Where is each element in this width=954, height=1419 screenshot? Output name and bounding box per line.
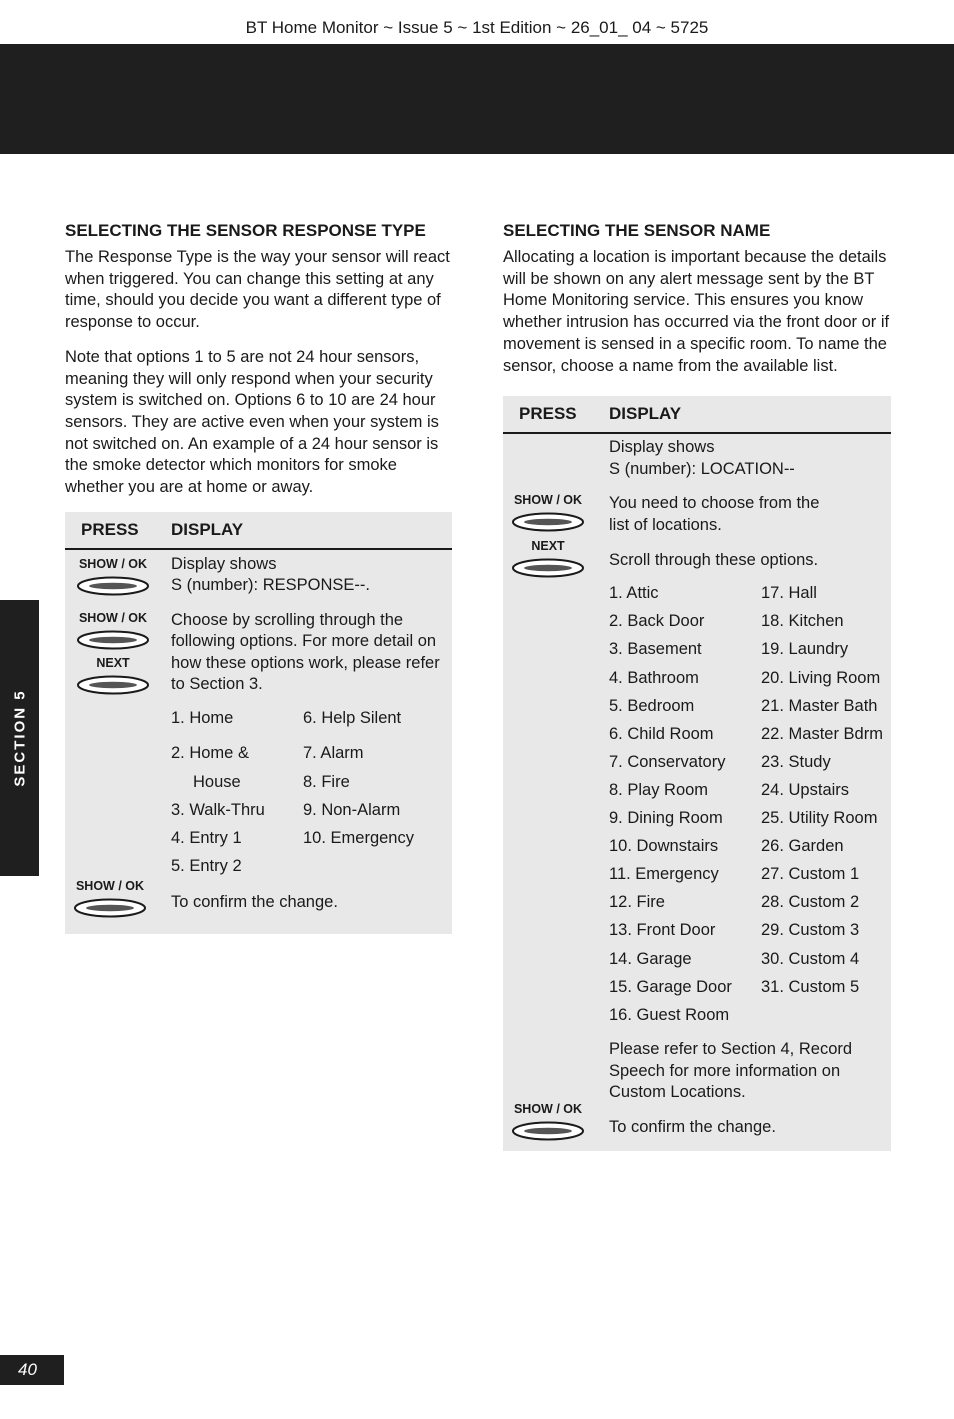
display-text: Choose by scrolling through the following options. For more detail on how these options work, please refer to Section 3. xyxy=(171,610,440,694)
location-option: 15. Garage Door xyxy=(609,977,732,996)
option-item: 9. Non-Alarm xyxy=(303,800,401,819)
location-option: 27. Custom 1 xyxy=(761,865,860,884)
option-item: 5. Entry 2 xyxy=(171,856,242,875)
location-option: 14. Garage xyxy=(609,949,692,968)
confirm-text: To confirm the change. xyxy=(171,892,338,911)
note-text: Please refer to Section 4, Record Speech for more information on Custom Locations. xyxy=(609,1040,853,1102)
next-button xyxy=(503,539,593,578)
location-option: 24. Upstairs xyxy=(761,780,850,799)
location-option: 3. Basement xyxy=(609,640,702,659)
button-label: SHOW / OK xyxy=(78,556,148,571)
press-display-table xyxy=(65,512,452,934)
section-heading: SELECTING THE SENSOR NAME xyxy=(503,221,771,240)
display-line: You need to choose from the xyxy=(609,494,820,513)
location-option: 30. Custom 4 xyxy=(761,949,860,968)
show-ok-button xyxy=(68,557,158,596)
location-option: 31. Custom 5 xyxy=(761,977,860,996)
location-option: 6. Child Room xyxy=(609,724,714,743)
col-display: DISPLAY xyxy=(171,519,244,539)
option-item: 6. Help Silent xyxy=(303,708,402,727)
location-option: 9. Dining Room xyxy=(609,809,723,828)
section-heading: SELECTING THE SENSOR RESPONSE TYPE xyxy=(65,221,426,240)
response-type-section xyxy=(65,221,452,934)
table-header xyxy=(503,396,891,434)
location-option: 29. Custom 3 xyxy=(761,921,860,940)
option-item: 2. Home & xyxy=(171,743,249,762)
location-option: 13. Front Door xyxy=(609,921,716,940)
location-option: 10. Downstairs xyxy=(609,837,719,856)
display-line: Display shows xyxy=(609,438,715,457)
table-header xyxy=(65,512,452,550)
display-text xyxy=(609,493,819,536)
option-item: 8. Fire xyxy=(303,772,350,791)
page-number: 40 xyxy=(0,1355,64,1385)
paragraph: The Response Type is the way your sensor will react when triggered. You can change this setting at any time, should you decide you want a different type of response to occur. xyxy=(65,248,450,332)
location-option: 2. Back Door xyxy=(609,612,705,631)
location-option: 22. Master Bdrm xyxy=(761,724,883,743)
display-text: Scroll through these options. xyxy=(609,551,819,570)
location-option: 26. Garden xyxy=(761,837,844,856)
button-label: SHOW / OK xyxy=(513,493,583,508)
show-ok-button xyxy=(68,611,158,650)
location-option: 16. Guest Room xyxy=(609,1005,730,1024)
location-option: 28. Custom 2 xyxy=(761,893,860,912)
location-option: 17. Hall xyxy=(761,584,817,603)
show-ok-button xyxy=(65,879,155,918)
display-text xyxy=(609,437,795,480)
location-option: 18. Kitchen xyxy=(761,612,844,631)
location-option: 4. Bathroom xyxy=(609,668,699,687)
display-line: S (number): RESPONSE--. xyxy=(171,576,370,595)
paragraph: Note that options 1 to 5 are not 24 hour sensors, meaning they will only respond when your security system is switched on. Options 6 to 10 are 24 hour sensors. They are active even when your system is not switched on. An example of a 24 hour sensor is the smoke detector which monitors for smoke whether you are at home or away. xyxy=(65,347,439,497)
col-press: PRESS xyxy=(519,404,577,424)
col-press: PRESS xyxy=(81,519,139,539)
oval-key-icon xyxy=(76,576,150,596)
show-ok-button xyxy=(503,1102,593,1141)
display-line: Display shows xyxy=(171,554,277,573)
location-option: 8. Play Room xyxy=(609,780,709,799)
oval-key-icon xyxy=(511,512,585,532)
oval-key-icon xyxy=(76,675,150,695)
press-display-table xyxy=(503,396,891,1151)
header-banner xyxy=(0,44,954,154)
confirm-text: To confirm the change. xyxy=(609,1118,776,1137)
button-label: SHOW / OK xyxy=(513,1102,583,1117)
paragraph: Allocating a location is important because the details will be shown on any alert message sent by the BT Home Monitoring service. This ensures you know whether intrusion has occurred via the front door or if movement is sensed in a specific room. To name the sensor, choose a name from the available list. xyxy=(503,248,890,375)
display-text xyxy=(171,554,370,597)
location-option: 1. Attic xyxy=(609,584,659,603)
display-line: list of locations. xyxy=(609,515,722,534)
option-item: 3. Walk-Thru xyxy=(171,800,265,819)
button-label: SHOW / OK xyxy=(75,878,145,893)
location-option: 20. Living Room xyxy=(761,668,881,687)
oval-key-icon xyxy=(511,558,585,578)
sensor-name-section xyxy=(503,221,891,1151)
section-tab-label: SECTION 5 xyxy=(11,689,28,787)
oval-key-icon xyxy=(73,898,147,918)
option-item: House xyxy=(193,772,241,791)
next-button xyxy=(68,656,158,695)
show-ok-button xyxy=(503,493,593,532)
location-option: 7. Conservatory xyxy=(609,752,726,771)
document-header: BT Home Monitor ~ Issue 5 ~ 1st Edition ~ 26_01_ 04 ~ 5725 xyxy=(245,18,709,37)
oval-key-icon xyxy=(511,1121,585,1141)
button-label: NEXT xyxy=(531,539,565,554)
option-item: 1. Home xyxy=(171,708,234,727)
button-label: NEXT xyxy=(96,655,130,670)
location-option: 11. Emergency xyxy=(609,865,719,884)
col-display: DISPLAY xyxy=(609,404,682,424)
oval-key-icon xyxy=(76,630,150,650)
location-option: 21. Master Bath xyxy=(761,696,878,715)
option-item: 10. Emergency xyxy=(303,828,414,847)
location-option: 19. Laundry xyxy=(761,640,849,659)
location-option: 12. Fire xyxy=(609,893,665,912)
button-label: SHOW / OK xyxy=(78,610,148,625)
location-option: 23. Study xyxy=(761,752,831,771)
section-tab xyxy=(0,600,39,876)
display-line: S (number): LOCATION-- xyxy=(609,459,795,478)
location-option: 25. Utility Room xyxy=(761,809,878,828)
option-item: 4. Entry 1 xyxy=(171,828,242,847)
option-item: 7. Alarm xyxy=(303,743,364,762)
location-option: 5. Bedroom xyxy=(609,696,695,715)
